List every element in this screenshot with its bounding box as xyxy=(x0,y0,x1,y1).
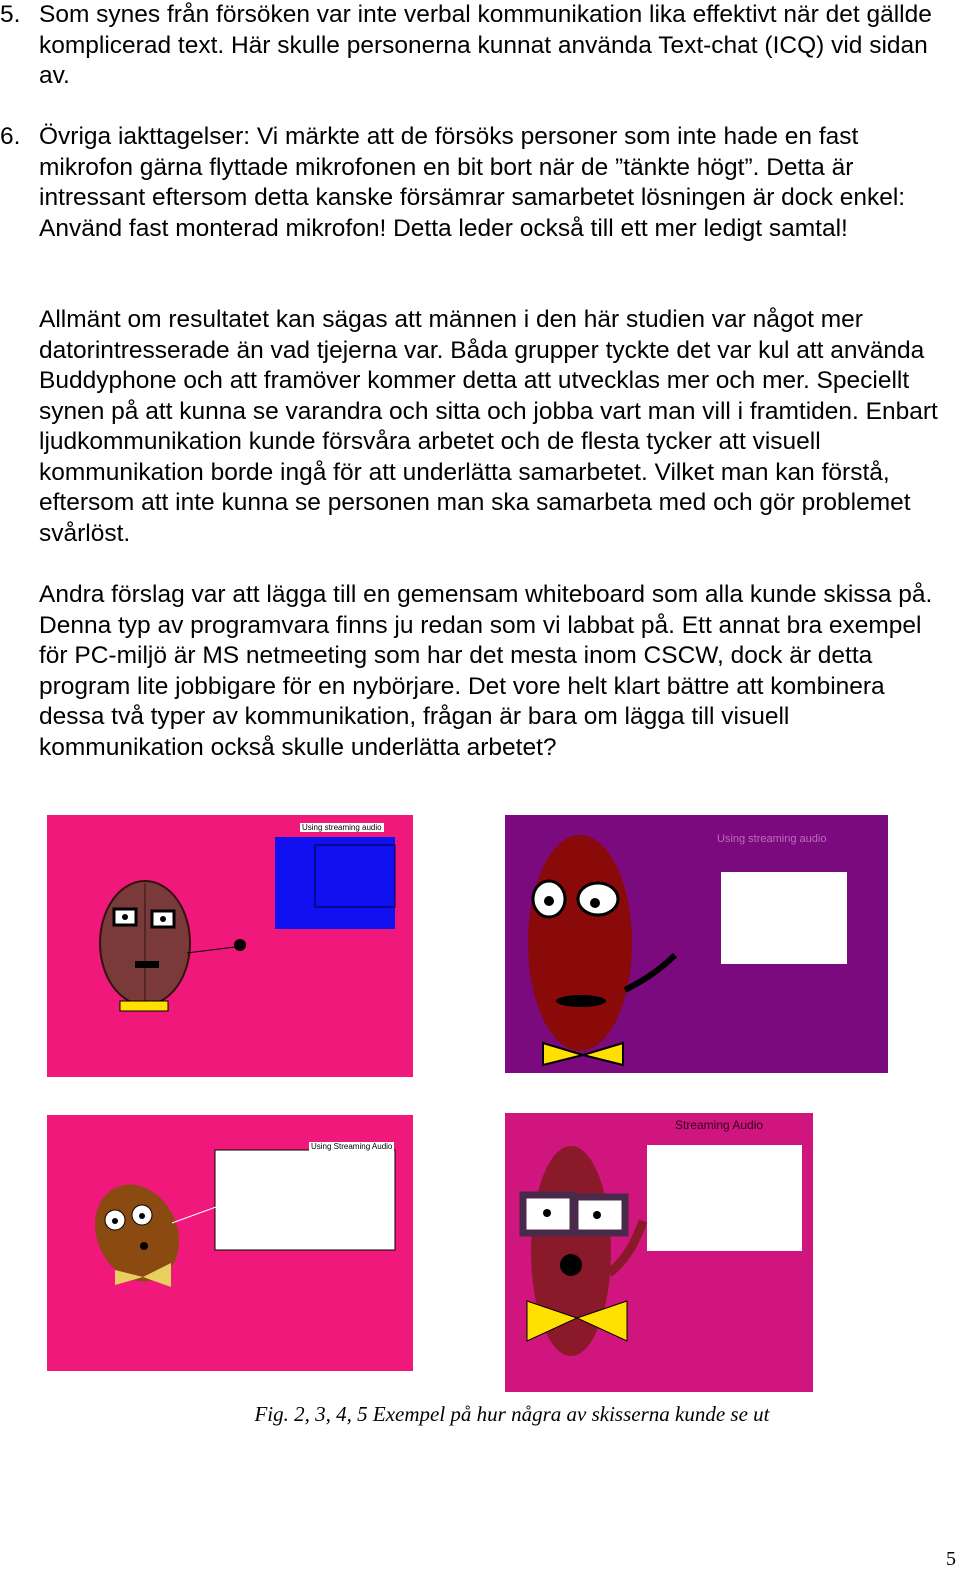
page-number: 5 xyxy=(946,1548,956,1570)
figure-5 xyxy=(505,1113,813,1392)
figure-4-drawing xyxy=(47,1115,413,1371)
figure-5-drawing xyxy=(505,1113,813,1392)
figure-4-label: Using Streaming Audio xyxy=(311,1142,393,1151)
figure-caption: Fig. 2, 3, 4, 5 Exempel på hur några av skisserna kunde se ut xyxy=(254,1402,770,1426)
figure-3-label: Using streaming audio xyxy=(717,833,827,845)
figure-5-label: Streaming Audio xyxy=(675,1118,764,1132)
paragraph-suggestions: Andra förslag var att lägga till en gemensam whiteboard som alla kunde skissa på. Denna typ av programvara finns ju redan som vi labbat på. Ett annat bra exempel för PC-miljö är MS netmeeting som har det mesta inom CSCW, dock är detta program lite jobbigare för en nybörjare. Det vore helt klart bättre att kombinera dessa två typer av kommunikation, frågan är bara om lägga till visuell kommunikation också skulle underlätta arbetet? xyxy=(39,581,933,761)
list-number-6: 6. xyxy=(0,123,21,150)
figure-2-label: Using streaming audio xyxy=(302,823,382,832)
figure-2-drawing xyxy=(47,815,413,1077)
figure-2 xyxy=(47,815,413,1077)
figure-2-screen xyxy=(275,837,395,929)
figure-3-screen xyxy=(721,872,847,964)
figure-3-drawing xyxy=(505,815,888,1073)
figure-3 xyxy=(505,815,888,1073)
figure-5-screen xyxy=(647,1145,802,1251)
list-item-6: Övriga iakttagelser: Vi märkte att de försöks personer som inte hade en fast mikrofon gärna flyttade mikrofonen en bit bort när de ”tänkte högt”. Detta är intressant eftersom detta kanske försämrar samarbetet lösningen är dock enkel: Använd fast monterad mikrofon! Detta leder också till ett mer ledigt samtal! xyxy=(39,123,906,242)
list-number-5: 5. xyxy=(0,1,21,28)
list-item-5: Som synes från försöken var inte verbal kommunikation lika effektivt när det gällde komplicerad text. Här skulle personerna kunnat använda Text-chat (ICQ) vid sidan av. xyxy=(39,1,932,89)
figure-4 xyxy=(47,1115,413,1371)
figure-4-screen xyxy=(215,1150,395,1250)
paragraph-results: Allmänt om resultatet kan sägas att männen i den här studien var något mer datorintresserade än vad tjejerna var. Båda grupper tyckte det var kul att använda Buddyphone och att framöver kommer detta att utvecklas mer och mer. Speciellt synen på att kunna se varandra och sitta och jobba vart man vill i framtiden. Enbart ljudkommunikation kunde försvåra arbetet och de flesta tycker att visuell kommunikation borde ingå för att underlätta samarbetet. Vilket man kan förstå, eftersom att inte kunna se personen man ska samarbeta med och gör problemet svårlöst. xyxy=(39,306,938,547)
